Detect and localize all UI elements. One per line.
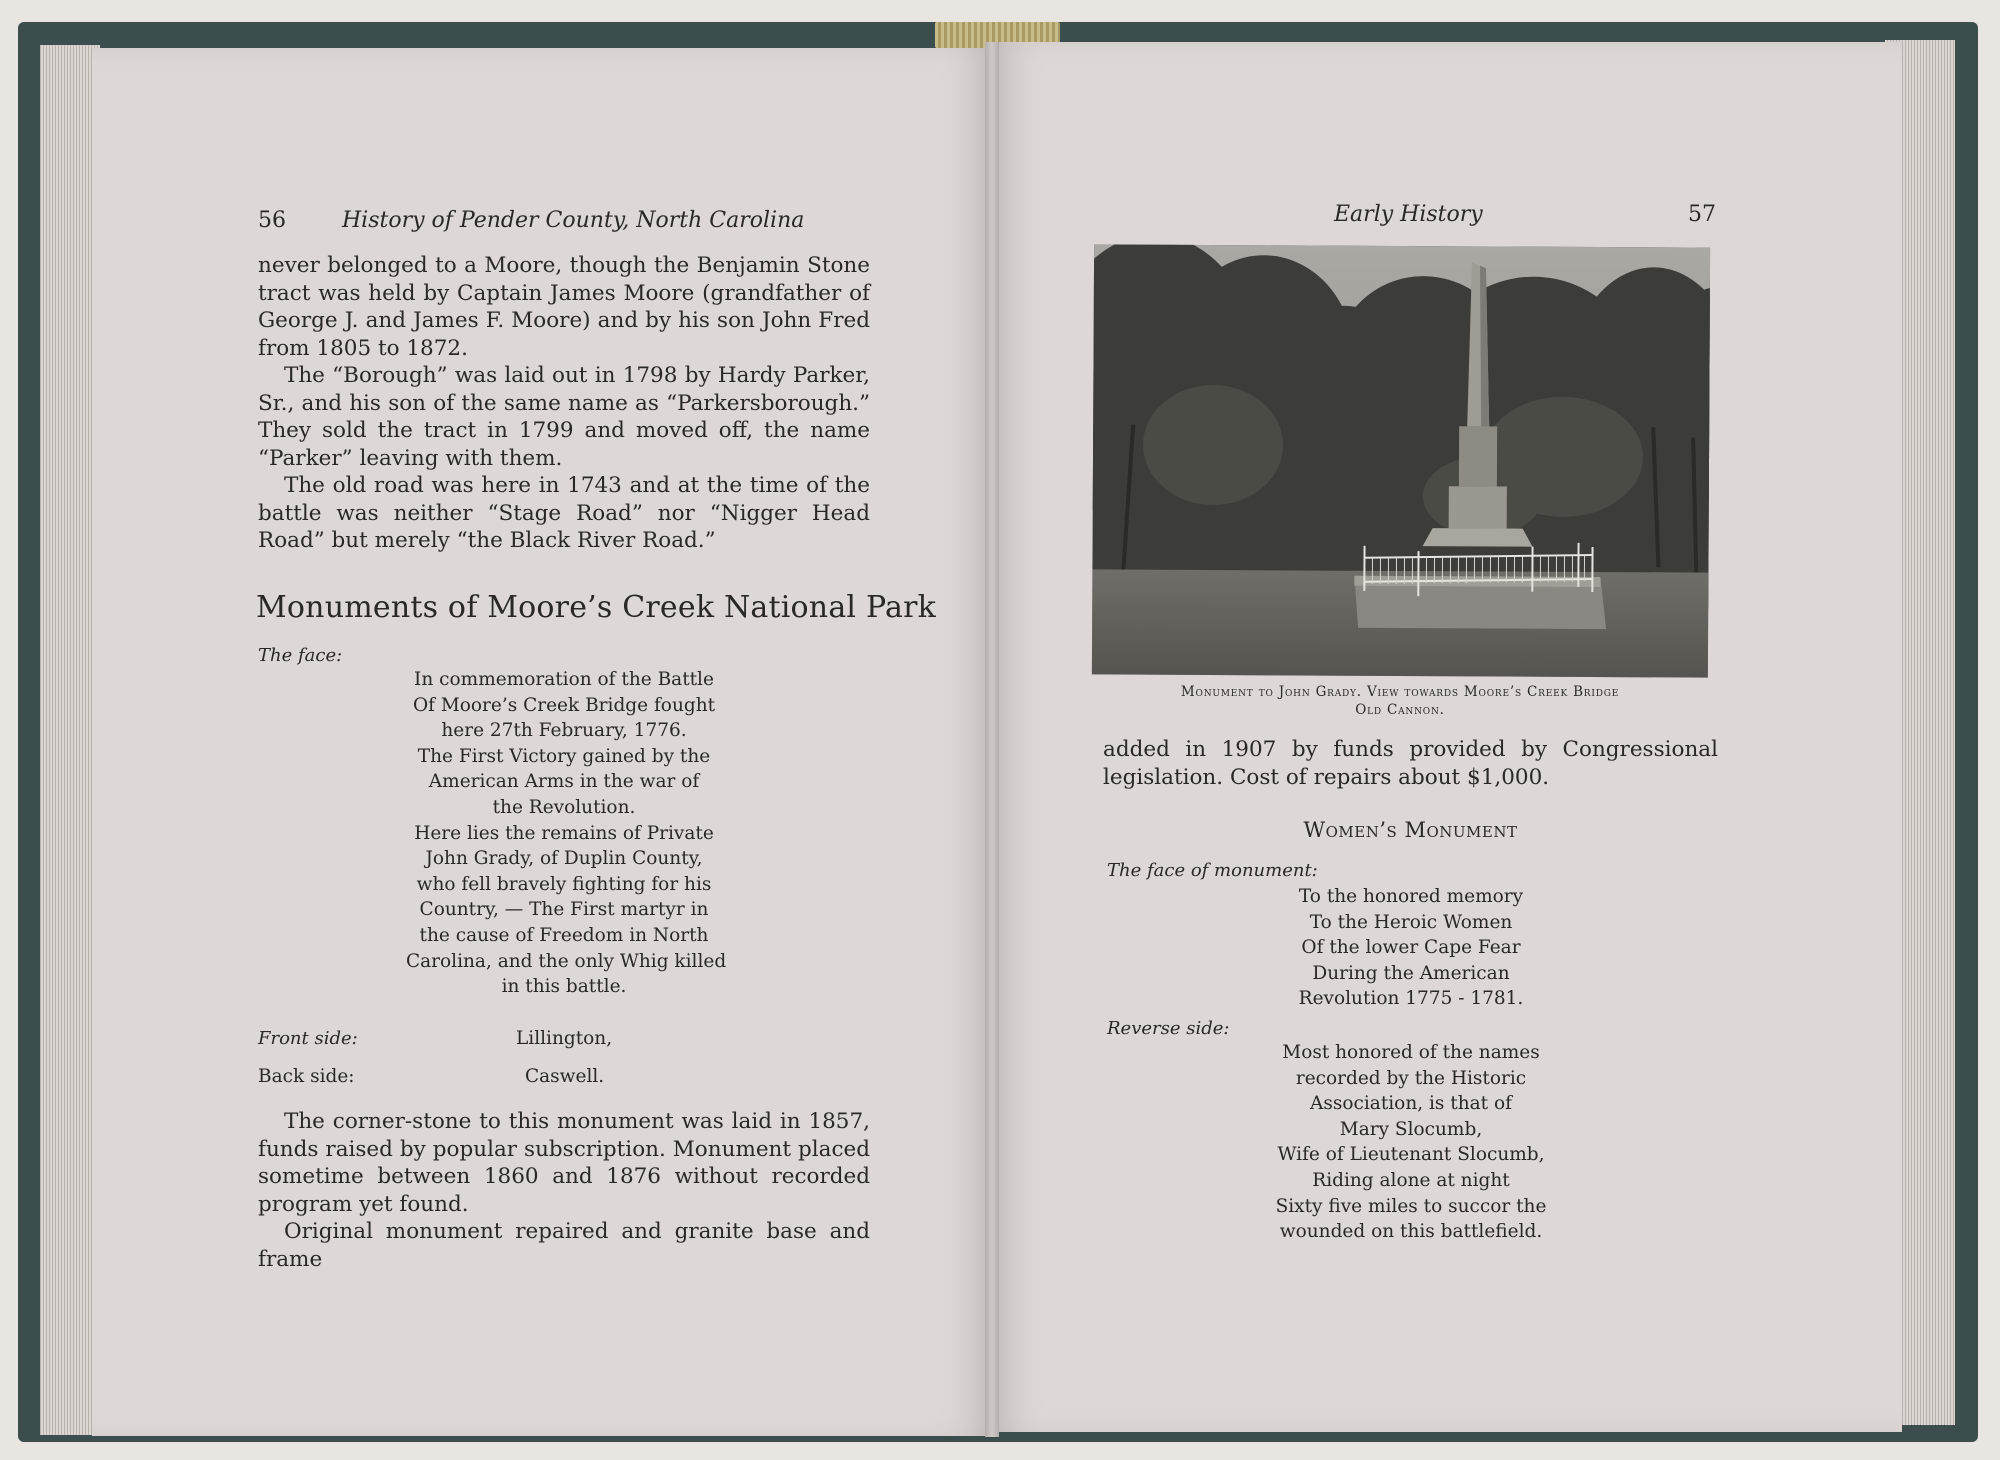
inscription-line: John Grady, of Duplin County,: [425, 848, 703, 870]
right-body: [1103, 736, 1718, 791]
inscription-line: The First Victory gained by the: [417, 745, 711, 767]
inscription-line: Riding alone at night: [1312, 1169, 1510, 1191]
inscription-line: Carolina, and the only Whig killed: [406, 950, 727, 972]
reverse-inscription: [1272, 1040, 1550, 1245]
left-running-head: History of Pender County, North Carolina: [342, 208, 805, 233]
caption-line: Monument to John Grady. View towards Moore’s Creek Bridge: [1180, 684, 1620, 700]
paragraph: The old road was here in 1743 and at the time of the battle was neither “Stage Road” nor “Nigger Head Road” but merely “the Black River Road.”: [258, 473, 870, 553]
womens-face-inscription: [1290, 884, 1532, 1012]
inscription-line: Mary Slocumb,: [1339, 1118, 1483, 1140]
monument-photo-illustration: [1092, 244, 1710, 677]
inscription-line: Of the lower Cape Fear: [1301, 937, 1521, 959]
paragraph: The corner-stone to this monument was laid in 1857, funds raised by popular subscription. Monument placed sometime between 1860 and 1876 without recorded program yet found.: [258, 1109, 870, 1217]
book-gutter: [985, 42, 999, 1437]
inscription-line: Most honored of the names: [1282, 1042, 1540, 1063]
right-running-head: Early History: [1334, 202, 1483, 227]
left-folio: 56: [258, 208, 286, 233]
paragraph: Original monument repaired and granite base and frame: [258, 1219, 870, 1272]
inscription-line: recorded by the Historic: [1295, 1067, 1527, 1089]
inscription-line: Here lies the remains of Private: [414, 822, 714, 844]
paragraph: The “Borough” was laid out in 1798 by Hardy Parker, Sr., and his son of the same name as “Parkersborough.” They sold the tract in 1799 and moved off, the name “Parker” leaving with them.: [258, 363, 870, 471]
monument-photo: [1092, 244, 1710, 677]
inscription-line: Country, — The First martyr in: [419, 899, 709, 921]
paragraph: added in 1907 by funds provided by Congressional legislation. Cost of repairs about $1,000.: [1103, 737, 1718, 790]
inscription-line: To the Heroic Women: [1309, 911, 1513, 933]
left-body: [258, 252, 870, 555]
inscription-line: Revolution 1775 - 1781.: [1298, 988, 1524, 1010]
front-side-label: Front side:: [258, 1028, 358, 1049]
inscription-line: Sixty five miles to succor the: [1275, 1195, 1547, 1217]
front-side-value: Lillington,: [516, 1028, 613, 1049]
page-edges-left: [40, 45, 100, 1435]
face-label: The face:: [258, 645, 343, 666]
back-side-label: Back side:: [258, 1066, 355, 1087]
inscription-line: To the honored memory: [1298, 886, 1524, 907]
inscription-line: here 27th February, 1776.: [441, 720, 687, 742]
inscription-line: Association, is that of: [1310, 1093, 1512, 1115]
inscription-line: wounded on this battlefield.: [1279, 1221, 1543, 1243]
right-folio: 57: [1688, 202, 1716, 227]
inscription-line: who fell bravely fighting for his: [416, 873, 712, 895]
inscription-line: Wife of Lieutenant Slocumb,: [1277, 1144, 1545, 1166]
inscription-line: Of Moore’s Creek Bridge fought: [412, 694, 716, 716]
reverse-side-label: Reverse side:: [1107, 1018, 1230, 1039]
caption-line: Old Cannon.: [1355, 702, 1445, 718]
paragraph: never belonged to a Moore, though the Benjamin Stone tract was held by Captain James Moore (grandfather of George J. and James F. Moore) and by his son John Fred from 1805 to 1872.: [258, 253, 870, 361]
back-side-value: Caswell.: [525, 1066, 605, 1087]
inscription-line: the cause of Freedom in North: [419, 924, 709, 946]
inscription-line: in this battle.: [501, 976, 627, 998]
womens-monument-heading: Women’s Monument: [1303, 818, 1518, 842]
inscription-line: During the American: [1312, 962, 1510, 984]
left-closing-body: [258, 1108, 870, 1273]
inscription-line: American Arms in the war of: [428, 771, 700, 793]
womens-face-label: The face of monument:: [1107, 860, 1318, 881]
face-inscription: [406, 667, 727, 1000]
section-heading: Monuments of Moore’s Creek National Park: [256, 590, 936, 625]
photo-caption: [1090, 683, 1710, 719]
inscription-line: the Revolution.: [492, 796, 636, 818]
inscription-line: In commemoration of the Battle: [414, 669, 714, 690]
